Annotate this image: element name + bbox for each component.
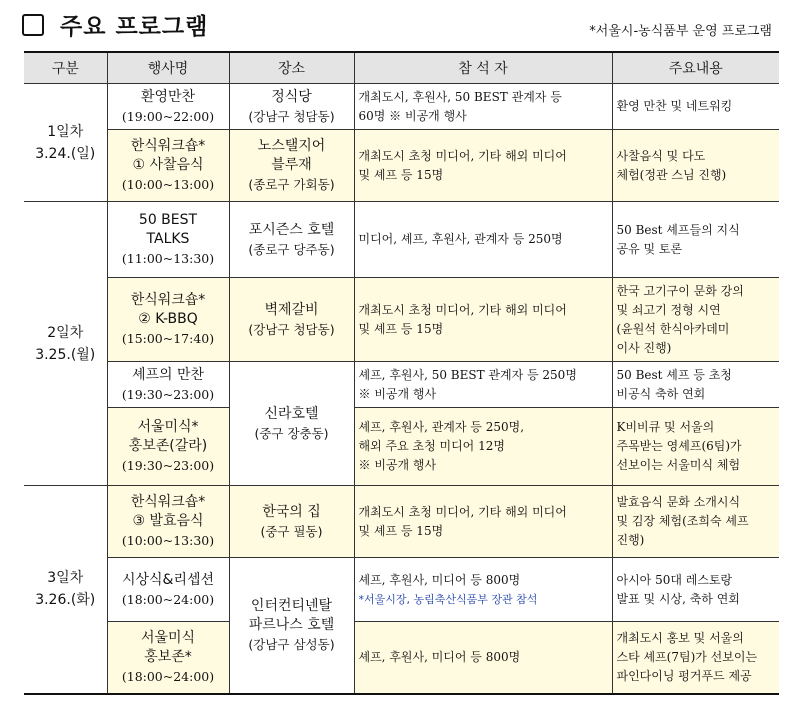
day-cell: 2일차 3.25.(월): [24, 202, 107, 486]
col-header-division: 구분: [24, 52, 107, 84]
day-cell: 1일차 3.24.(일): [24, 84, 107, 202]
event-cell: 50 BEST TALKS (11:00~13:30): [107, 202, 229, 278]
attendees-note: *서울시장, 농림축산식품부 장관 참석: [358, 592, 538, 606]
event-cell: 환영만찬 (19:00~22:00): [107, 84, 229, 130]
attendees-cell: 셰프, 후원사, 50 BEST 관계자 등 250명 ※ 비공개 행사: [354, 362, 612, 408]
venue-cell: 정식당 (강남구 청담동): [229, 84, 354, 130]
venue-cell: 한국의 집 (중구 필동): [229, 486, 354, 558]
venue-cell: 포시즌스 호텔 (종로구 당주동): [229, 202, 354, 278]
checkbox-icon[interactable]: [22, 14, 44, 36]
event-cell: 한식워크숍* ③ 발효음식 (10:00~13:30): [107, 486, 229, 558]
table-row: [24, 202, 779, 278]
table-row: [24, 278, 779, 362]
attendees-cell: 개최도시 초청 미디어, 기타 해외 미디어 및 셰프 등 15명: [354, 486, 612, 558]
venue-cell: 노스탤지어 블루재 (종로구 가회동): [229, 130, 354, 202]
venue-cell: 신라호텔 (중구 장충동): [229, 362, 354, 486]
attendees-cell: 셰프, 후원사, 미디어 등 800명: [354, 622, 612, 694]
content-cell: 사찰음식 및 다도 체험(정관 스님 진행): [612, 130, 779, 202]
table-row: [24, 84, 779, 130]
day-cell: 3일차 3.26.(화): [24, 486, 107, 694]
event-cell: 셰프의 만찬 (19:30~23:00): [107, 362, 229, 408]
venue-cell: 인터컨티넨탈 파르나스 호텔 (강남구 삼성동): [229, 558, 354, 694]
attendees-cell: 개최도시, 후원사, 50 BEST 관계자 등 60명 ※ 비공개 행사: [354, 84, 612, 130]
event-cell: 한식워크숍* ② K-BBQ (15:00~17:40): [107, 278, 229, 362]
event-cell: 서울미식 홍보존* (18:00~24:00): [107, 622, 229, 694]
event-cell: 시상식&리셉션 (18:00~24:00): [107, 558, 229, 622]
venue-cell: 벽제갈비 (강남구 청담동): [229, 278, 354, 362]
content-cell: 한국 고기구이 문화 강의 및 쇠고기 정형 시연 (윤원석 한식아카데미 이사 진행): [612, 278, 779, 362]
table-row: [24, 486, 779, 558]
col-header-content: 주요내용: [612, 52, 779, 84]
page-title: 주요 프로그램: [60, 14, 209, 40]
table-row: [24, 130, 779, 202]
attendees-cell: 셰프, 후원사, 관계자 등 250명, 해외 주요 초청 미디어 12명 ※ 비공개 행사: [354, 408, 612, 486]
content-cell: 환영 만찬 및 네트워킹: [612, 84, 779, 130]
event-cell: 한식워크숍* ① 사찰음식 (10:00~13:00): [107, 130, 229, 202]
col-header-event: 행사명: [107, 52, 229, 84]
header: [22, 6, 782, 46]
content-cell: 아시아 50대 레스토랑 발표 및 시상, 축하 연회: [612, 558, 779, 622]
table-row: [24, 408, 779, 486]
program-table: [24, 51, 779, 695]
table-header-row: [24, 52, 779, 84]
table-row: [24, 558, 779, 622]
col-header-attendees: 참 석 자: [354, 52, 612, 84]
table-row: [24, 622, 779, 694]
attendees-cell: 미디어, 셰프, 후원사, 관계자 등 250명: [354, 202, 612, 278]
col-header-venue: 장소: [229, 52, 354, 84]
content-cell: 50 Best 셰프 등 초청 비공식 축하 연회: [612, 362, 779, 408]
content-cell: 발효음식 문화 소개시식 및 김장 체험(조희숙 셰프 진행): [612, 486, 779, 558]
table-row: [24, 362, 779, 408]
content-cell: 개최도시 홍보 및 서울의 스타 셰프(7팀)가 선보이는 파인다이닝 펑거푸드 제공: [612, 622, 779, 694]
content-cell: K비비큐 및 서울의 주목받는 영셰프(6팀)가 선보이는 서울미식 체험: [612, 408, 779, 486]
attendees-cell: 개최도시 초청 미디어, 기타 해외 미디어 및 셰프 등 15명: [354, 278, 612, 362]
attendees-cell: 셰프, 후원사, 미디어 등 800명 *서울시장, 농림축산식품부 장관 참석: [354, 558, 612, 622]
content-cell: 50 Best 셰프들의 지식 공유 및 토론: [612, 202, 779, 278]
header-note: *서울시-농식품부 운영 프로그램: [589, 24, 772, 39]
attendees-cell: 개최도시 초청 미디어, 기타 해외 미디어 및 셰프 등 15명: [354, 130, 612, 202]
event-cell: 서울미식* 홍보존(갈라) (19:30~23:00): [107, 408, 229, 486]
